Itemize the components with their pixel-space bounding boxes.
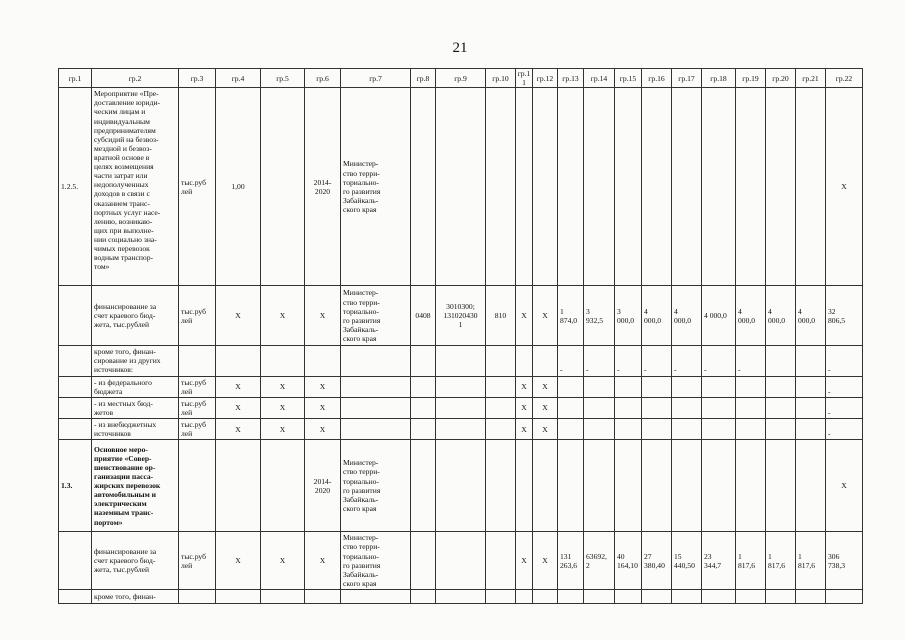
- header-row: [59, 69, 863, 88]
- row-unit: тыс.руб лей: [179, 376, 216, 397]
- cell-g13: 131 263,6: [558, 532, 584, 590]
- cell-g6: X: [305, 376, 341, 397]
- header-cell: гр.4: [216, 69, 261, 88]
- cell-g4: X: [216, 418, 261, 439]
- header-cell: гр.15: [615, 69, 642, 88]
- row-name: кроме того, финан-: [92, 590, 179, 604]
- cell-g4: 1,00: [216, 88, 261, 286]
- cell-g17: 4 000,0: [672, 286, 702, 346]
- header-cell: гр.12: [533, 69, 558, 88]
- cell-g22: -: [826, 397, 863, 418]
- row-name: - из федерального бюджета: [92, 376, 179, 397]
- cell-g17: -: [672, 346, 702, 376]
- cell-g18: 4 000,0: [702, 286, 736, 346]
- program-table: [58, 68, 863, 604]
- cell-g12: X: [533, 397, 558, 418]
- cell-g11: X: [516, 397, 533, 418]
- header-cell: гр.19: [736, 69, 766, 88]
- row-code: 1.3.: [59, 440, 92, 532]
- row-name: финансирование за счет краевого бюд- жета, тыс.рублей: [92, 532, 179, 590]
- cell-g17: 15 440,50: [672, 532, 702, 590]
- cell-g20: 4 000,0: [766, 286, 796, 346]
- row-name: - из внебюджетных источников: [92, 418, 179, 439]
- cell-g15: 40 164,10: [615, 532, 642, 590]
- cell-g22: -: [826, 346, 863, 376]
- cell-g11: X: [516, 286, 533, 346]
- row-period: 2014- 2020: [305, 440, 341, 532]
- row-unit: тыс.руб лей: [179, 88, 216, 286]
- cell-g10: 810: [486, 286, 516, 346]
- cell-g11: X: [516, 376, 533, 397]
- cell-g6: X: [305, 532, 341, 590]
- table-row: [59, 397, 863, 418]
- header-cell: гр.7: [341, 69, 411, 88]
- header-cell: гр.5: [261, 69, 305, 88]
- cell-g22: 32 806,5: [826, 286, 863, 346]
- cell-g19: -: [736, 346, 766, 376]
- table-row: [59, 88, 863, 286]
- header-cell: гр.10: [486, 69, 516, 88]
- table-row: [59, 418, 863, 439]
- cell-g22: -: [826, 418, 863, 439]
- row-executor: Министер- ство терри- ториально- го развития Забайкаль- ского края: [341, 532, 411, 590]
- page-number: 21: [452, 40, 468, 56]
- header-cell: гр.3: [179, 69, 216, 88]
- row-unit: тыс.руб лей: [179, 397, 216, 418]
- cell-g19: 4 000,0: [736, 286, 766, 346]
- cell-g6: X: [305, 418, 341, 439]
- cell-g5: X: [261, 397, 305, 418]
- cell-g6: X: [305, 286, 341, 346]
- header-cell: гр.17: [672, 69, 702, 88]
- row-executor: Министер- ство терри- ториально- го развития Забайкаль- ского края: [341, 440, 411, 532]
- header-cell: гр.22: [826, 69, 863, 88]
- table-row: [59, 440, 863, 532]
- row-code: 1.2.5.: [59, 88, 92, 286]
- row-unit: тыс.руб лей: [179, 418, 216, 439]
- table-row: [59, 286, 863, 346]
- cell-g16: -: [642, 346, 672, 376]
- cell-g12: X: [533, 286, 558, 346]
- header-cell: гр.18: [702, 69, 736, 88]
- header-cell: гр.2: [92, 69, 179, 88]
- cell-g22: -: [826, 376, 863, 397]
- cell-g8: 0408: [411, 286, 436, 346]
- row-executor: Министер- ство терри- ториально- го развития Забайкаль- ского края: [341, 286, 411, 346]
- row-unit: тыс.руб лей: [179, 286, 216, 346]
- cell-g6: X: [305, 397, 341, 418]
- header-cell: гр.16: [642, 69, 672, 88]
- cell-g5: X: [261, 532, 305, 590]
- cell-g22: X: [826, 88, 863, 286]
- cell-g18: 23 344,7: [702, 532, 736, 590]
- cell-g12: X: [533, 418, 558, 439]
- cell-g12: X: [533, 376, 558, 397]
- cell-g5: X: [261, 418, 305, 439]
- cell-g21: 4 000,0: [796, 286, 826, 346]
- cell-g15: 3 000,0: [615, 286, 642, 346]
- cell-g13: 1 874,0: [558, 286, 584, 346]
- cell-g20: 1 817,6: [766, 532, 796, 590]
- table-row: [59, 532, 863, 590]
- row-executor: Министер- ство терри- ториально- го развития Забайкаль- ского края: [341, 88, 411, 286]
- header-cell: гр.6: [305, 69, 341, 88]
- cell-g11: X: [516, 532, 533, 590]
- cell-g9: 3010300; 131020430 1: [436, 286, 486, 346]
- header-cell: гр.9: [436, 69, 486, 88]
- cell-g22: 306 738,3: [826, 532, 863, 590]
- cell-g16: 27 380,40: [642, 532, 672, 590]
- cell-g11: X: [516, 418, 533, 439]
- header-cell: гр.13: [558, 69, 584, 88]
- cell-g13: -: [558, 346, 584, 376]
- cell-g4: X: [216, 376, 261, 397]
- header-cell: гр.14: [584, 69, 615, 88]
- row-name: - из местных бюд- жетов: [92, 397, 179, 418]
- cell-g22: X: [826, 440, 863, 532]
- row-unit: тыс.руб лей: [179, 532, 216, 590]
- header-cell: гр.1: [59, 69, 92, 88]
- cell-g12: X: [533, 532, 558, 590]
- table-row: [59, 376, 863, 397]
- header-cell: гр.8: [411, 69, 436, 88]
- cell-g21: 1 817,6: [796, 532, 826, 590]
- header-cell: гр.1 1: [516, 69, 533, 88]
- row-name: Мероприятие «Пре- доставление юриди- ческим лицам и индивидуальным предпринимателям субсидий на безвоз- мездной и безвоз- вратной основе в целях возмещения части затрат или недополученных доходов в связи с оказанием транс- портных услуг насе- лению, возникаю- щих при выполне- нии социально зна- чимых перевозок водным транспор- том»: [92, 88, 179, 286]
- cell-g16: 4 000,0: [642, 286, 672, 346]
- cell-g5: X: [261, 376, 305, 397]
- cell-g15: -: [615, 346, 642, 376]
- table-row: [59, 346, 863, 376]
- header-cell: гр.20: [766, 69, 796, 88]
- table-row: [59, 590, 863, 604]
- cell-g14: 3 932,5: [584, 286, 615, 346]
- cell-g4: X: [216, 286, 261, 346]
- row-name: финансирование за счет краевого бюд- жета, тыс.рублей: [92, 286, 179, 346]
- cell-g19: 1 817,6: [736, 532, 766, 590]
- cell-g14: 63692, 2: [584, 532, 615, 590]
- row-period: 2014- 2020: [305, 88, 341, 286]
- cell-g4: X: [216, 397, 261, 418]
- cell-g4: X: [216, 532, 261, 590]
- cell-g14: -: [584, 346, 615, 376]
- row-name: кроме того, финан- сирование из других источников:: [92, 346, 179, 376]
- cell-g5: X: [261, 286, 305, 346]
- row-name: Основное меро- приятие «Совер- шенствование ор- ганизации пасса- жирских перевозок автомобильным и электрическим наземным транс- портом»: [92, 440, 179, 532]
- cell-g18: -: [702, 346, 736, 376]
- header-cell: гр.21: [796, 69, 826, 88]
